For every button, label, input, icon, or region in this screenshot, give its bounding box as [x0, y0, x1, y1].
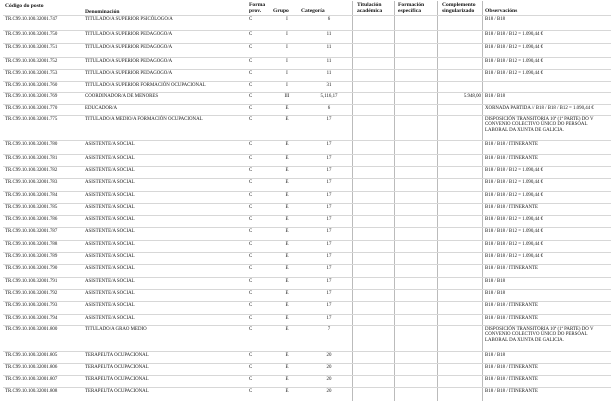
row-forma: C: [249, 193, 253, 198]
row-codigo: TR.C99.10.100.32001.769: [5, 94, 58, 99]
row-observacions: B18 / B18 / ITINERANTE: [485, 205, 538, 210]
header-forma: Forma prov.: [249, 2, 266, 15]
row-grupo: I: [286, 32, 288, 37]
row-separator: [3, 215, 611, 216]
row-denominacion: TERAPEUTA OCUPACIONAL: [85, 353, 149, 358]
table-row: [0, 303, 614, 313]
row-forma: C: [249, 254, 253, 259]
row-codigo: TR.C99.10.100.32001.770: [5, 106, 58, 111]
table-row: [0, 156, 614, 166]
row-categoria: 5,116,17: [320, 94, 338, 99]
row-codigo: TR.C99.10.100.32001.784: [5, 193, 58, 198]
row-observacions: B18 / B18: [485, 279, 506, 284]
row-observacions: DISPOSICIÓN TRANSITORIA 10ª (1ª PARTE) DO V CONVENIO COLECTIVO ÚNICO DO PERSOAL LABORAL DA XUNTA DE GALICIA.: [485, 327, 594, 343]
row-categoria: 17: [326, 266, 332, 271]
table-row: [0, 242, 614, 252]
row-observacions: B18 / B18 / B12 = 1.090,44 €: [485, 254, 544, 259]
row-categoria: 6: [327, 17, 331, 22]
row-grupo: E: [285, 316, 289, 321]
row-denominacion: TERAPEUTA OCUPACIONAL: [85, 365, 149, 370]
table-row: [0, 205, 614, 215]
row-forma: C: [249, 59, 253, 64]
row-denominacion: TITULADO/A SUPERIOR PEDAGOGO/A: [85, 32, 173, 37]
row-denominacion: TITULADO/A MEDIO/A FORMACIÓN OCUPACIONAL: [85, 117, 203, 122]
row-denominacion: EDUCADOR/A: [85, 106, 118, 111]
row-codigo: TR.C99.10.100.32001.791: [5, 279, 58, 284]
row-separator: [3, 203, 611, 204]
row-forma: C: [249, 117, 253, 122]
row-denominacion: TITULADO/A SUPERIOR PEDAGOGO/A: [85, 59, 173, 64]
row-codigo: TR.C99.10.100.32001.783: [5, 180, 58, 185]
row-codigo: TR.C99.10.100.32001.786: [5, 217, 58, 222]
table-row: [0, 32, 614, 42]
row-separator: [3, 387, 611, 388]
row-codigo: TR.C99.10.100.32001.780: [5, 142, 58, 147]
row-separator: [3, 351, 611, 352]
row-categoria: 20: [326, 353, 332, 358]
row-categoria: 17: [326, 180, 332, 185]
row-grupo: E: [285, 303, 289, 308]
row-forma: C: [249, 291, 253, 296]
table-row: [0, 94, 614, 104]
row-codigo: TR.C99.10.100.32001.792: [5, 291, 58, 296]
row-denominacion: COORDINADOR/A DE MENORES: [85, 94, 159, 99]
row-forma: C: [249, 266, 253, 271]
row-categoria: 17: [326, 142, 332, 147]
table-row: [0, 217, 614, 227]
row-grupo: I: [286, 17, 288, 22]
row-separator: [3, 301, 611, 302]
row-grupo: E: [285, 254, 289, 259]
row-codigo: TR.C99.10.100.32001.806: [5, 365, 58, 370]
row-forma: C: [249, 83, 253, 88]
row-forma: C: [249, 377, 253, 382]
row-forma: C: [249, 45, 253, 50]
row-separator: [3, 363, 611, 364]
row-separator: [3, 15, 611, 16]
row-separator: [3, 191, 611, 192]
row-categoria: 17: [326, 254, 332, 259]
row-grupo: I: [286, 83, 288, 88]
row-separator: [3, 81, 611, 82]
row-observacions: B18 / B18 / ITINERANTE: [485, 156, 538, 161]
row-forma: C: [249, 106, 253, 111]
row-codigo: TR.C99.10.100.32001.751: [5, 45, 58, 50]
row-grupo: E: [285, 229, 289, 234]
row-observacions: B18 / B18 / B12 = 1.090,44 €: [485, 59, 544, 64]
row-observacions: B18 / B18 / B12 = 1.090,44 €: [485, 242, 544, 247]
header-formacion: Formación específica: [398, 2, 425, 15]
table-row: [0, 229, 614, 239]
row-forma: C: [249, 94, 253, 99]
row-observacions: B18 / B18 / B12 = 1.090,44 €: [485, 45, 544, 50]
row-grupo: III: [284, 94, 290, 99]
row-categoria: 11: [326, 71, 332, 76]
row-separator: [3, 154, 611, 155]
row-forma: C: [249, 303, 253, 308]
row-forma: C: [249, 168, 253, 173]
row-observacions: B18 / B18 / B12 = 1.090,44 €: [485, 229, 544, 234]
header-complemento: Complemento singularizado: [442, 2, 476, 15]
row-categoria: 31: [326, 83, 332, 88]
row-separator: [3, 69, 611, 70]
header-grupo: Grupo: [273, 8, 289, 14]
table-row: [0, 377, 614, 387]
header-codigo: Código do posto: [5, 3, 44, 9]
row-codigo: TR.C99.10.100.32001.789: [5, 254, 58, 259]
row-separator: [3, 30, 611, 31]
row-categoria: 20: [326, 377, 332, 382]
row-denominacion: TITULADO/A SUPERIOR FORMACIÓN OCUPACIONAL: [85, 83, 206, 88]
row-denominacion: ASISTENTE/A SOCIAL: [85, 229, 135, 234]
row-observacions: B18 / B18 / ITINERANTE: [485, 365, 538, 370]
row-forma: C: [249, 365, 253, 370]
table-row: [0, 59, 614, 69]
row-forma: C: [249, 353, 253, 358]
header-categoria: Categoría: [301, 8, 325, 14]
row-grupo: I: [286, 45, 288, 50]
row-categoria: 20: [326, 365, 332, 370]
row-codigo: TR.C99.10.100.32001.790: [5, 266, 58, 271]
row-categoria: 17: [326, 217, 332, 222]
table-row: [0, 168, 614, 178]
row-grupo: E: [285, 106, 289, 111]
row-categoria: 17: [326, 156, 332, 161]
table-row: [0, 389, 614, 399]
row-grupo: I: [286, 59, 288, 64]
row-forma: C: [249, 32, 253, 37]
row-codigo: TR.C99.10.100.32001.753: [5, 71, 58, 76]
row-separator: [3, 314, 611, 315]
row-denominacion: ASISTENTE/A SOCIAL: [85, 180, 135, 185]
row-observacions: B18 / B18 / B12 = 1.090,44 €: [485, 168, 544, 173]
row-denominacion: ASISTENTE/A SOCIAL: [85, 205, 135, 210]
row-observacions: B18 / B18 / B12 = 1.090,44 €: [485, 32, 544, 37]
row-denominacion: TITULADO/A SUPERIOR PSICÓLOGO/A: [85, 17, 173, 22]
row-observacions: B18 / B18 / ITINERANTE: [485, 266, 538, 271]
row-forma: C: [249, 389, 253, 394]
table-row: [0, 279, 614, 289]
row-codigo: TR.C99.10.100.32001.787: [5, 229, 58, 234]
row-denominacion: ASISTENTE/A SOCIAL: [85, 193, 135, 198]
row-separator: [3, 43, 611, 44]
row-categoria: 17: [326, 205, 332, 210]
row-separator: [3, 252, 611, 253]
row-separator: [3, 178, 611, 179]
row-complemento: 5.948,00: [463, 94, 481, 99]
row-denominacion: ASISTENTE/A SOCIAL: [85, 291, 135, 296]
row-denominacion: TITULADO/A GRAO MEDIO: [85, 327, 147, 332]
table-row: [0, 45, 614, 55]
row-observacions: B18 / B18 / B12 = 1.090,44 €: [485, 71, 544, 76]
row-separator: [3, 166, 611, 167]
row-forma: C: [249, 316, 253, 321]
row-denominacion: ASISTENTE/A SOCIAL: [85, 316, 135, 321]
row-grupo: E: [285, 266, 289, 271]
row-codigo: TR.C99.10.100.32001.760: [5, 83, 58, 88]
row-codigo: TR.C99.10.100.32001.794: [5, 316, 58, 321]
row-categoria: 6: [327, 106, 331, 111]
header-observacions: Observacións: [485, 8, 518, 14]
row-grupo: E: [285, 365, 289, 370]
row-codigo: TR.C99.10.100.32001.808: [5, 389, 58, 394]
row-separator: [3, 140, 611, 141]
row-codigo: TR.C99.10.100.32001.805: [5, 353, 58, 358]
row-categoria: 11: [326, 59, 332, 64]
table-row: [0, 327, 614, 343]
row-forma: C: [249, 229, 253, 234]
row-grupo: E: [285, 377, 289, 382]
row-categoria: 7: [327, 327, 331, 332]
row-codigo: TR.C99.10.100.32001.793: [5, 303, 58, 308]
header-denominacion: Denominación: [85, 9, 120, 15]
row-forma: C: [249, 180, 253, 185]
table-row: [0, 180, 614, 190]
row-denominacion: ASISTENTE/A SOCIAL: [85, 217, 135, 222]
row-denominacion: TERAPEUTA OCUPACIONAL: [85, 377, 149, 382]
row-observacions: B18 / B18 / B12 = 1.090,44 €: [485, 217, 544, 222]
row-categoria: 17: [326, 291, 332, 296]
row-denominacion: ASISTENTE/A SOCIAL: [85, 242, 135, 247]
row-categoria: 17: [326, 168, 332, 173]
row-separator: [3, 115, 611, 116]
row-grupo: E: [285, 242, 289, 247]
row-forma: C: [249, 242, 253, 247]
row-forma: C: [249, 142, 253, 147]
row-denominacion: ASISTENTE/A SOCIAL: [85, 156, 135, 161]
row-observacions: B18 / B18: [485, 353, 506, 358]
table-row: [0, 117, 614, 133]
row-categoria: 17: [326, 303, 332, 308]
row-categoria: 20: [326, 389, 332, 394]
row-observacions: B18 / B18 / B12 = 1.090,44 €: [485, 180, 544, 185]
row-codigo: TR.C99.10.100.32001.775: [5, 117, 58, 122]
row-codigo: TR.C99.10.100.32001.781: [5, 156, 58, 161]
row-codigo: TR.C99.10.100.32001.807: [5, 377, 58, 382]
row-grupo: E: [285, 353, 289, 358]
row-forma: C: [249, 279, 253, 284]
table-row: [0, 365, 614, 375]
row-forma: C: [249, 17, 253, 22]
row-codigo: TR.C99.10.100.32001.750: [5, 32, 58, 37]
row-forma: C: [249, 327, 253, 332]
row-grupo: E: [285, 168, 289, 173]
row-grupo: E: [285, 389, 289, 394]
row-codigo: TR.C99.10.100.32001.752: [5, 59, 58, 64]
row-observacions: B18 / B18 / ITINERANTE: [485, 303, 538, 308]
row-forma: C: [249, 71, 253, 76]
row-observacions: B18 / B18 / B12 = 1.090,44 €: [485, 193, 544, 198]
row-categoria: 17: [326, 117, 332, 122]
row-denominacion: ASISTENTE/A SOCIAL: [85, 279, 135, 284]
row-grupo: E: [285, 279, 289, 284]
row-separator: [3, 277, 611, 278]
row-codigo: TR.C99.10.100.32001.747: [5, 17, 58, 22]
row-categoria: 11: [326, 32, 332, 37]
row-codigo: TR.C99.10.100.32001.782: [5, 168, 58, 173]
row-grupo: E: [285, 117, 289, 122]
row-denominacion: ASISTENTE/A SOCIAL: [85, 303, 135, 308]
row-denominacion: TERAPEUTA OCUPACIONAL: [85, 389, 149, 394]
table-row: [0, 254, 614, 264]
row-categoria: 11: [326, 45, 332, 50]
row-observacions: B18 / B18: [485, 291, 506, 296]
row-denominacion: ASISTENTE/A SOCIAL: [85, 254, 135, 259]
row-denominacion: ASISTENTE/A SOCIAL: [85, 168, 135, 173]
row-forma: C: [249, 217, 253, 222]
row-denominacion: TITULADO/A SUPERIOR PEDAGOGO/A: [85, 45, 173, 50]
row-codigo: TR.C99.10.100.32001.785: [5, 205, 58, 210]
table-row: [0, 71, 614, 81]
table-row: [0, 291, 614, 301]
table-row: [0, 17, 614, 27]
row-grupo: E: [285, 142, 289, 147]
row-observacions: B18 / B18: [485, 17, 506, 22]
row-separator: [3, 325, 611, 326]
row-separator: [3, 57, 611, 58]
row-codigo: TR.C99.10.100.32001.800: [5, 327, 58, 332]
row-grupo: E: [285, 327, 289, 332]
row-separator: [3, 92, 611, 93]
row-codigo: TR.C99.10.100.32001.788: [5, 242, 58, 247]
row-forma: C: [249, 156, 253, 161]
table-row: [0, 266, 614, 276]
row-grupo: E: [285, 156, 289, 161]
row-denominacion: ASISTENTE/A SOCIAL: [85, 266, 135, 271]
row-grupo: E: [285, 193, 289, 198]
row-categoria: 17: [326, 279, 332, 284]
row-observacions: B18 / B18 / ITINERANTE: [485, 389, 538, 394]
header-titulacion: Titulación académica: [357, 2, 383, 15]
row-denominacion: ASISTENTE/A SOCIAL: [85, 142, 135, 147]
row-separator: [3, 264, 611, 265]
row-categoria: 17: [326, 316, 332, 321]
row-observacions: DISPOSICIÓN TRANSITORIA 10ª (1ª PARTE) DO V CONVENIO COLECTIVO ÚNICO DO PERSOAL LABORAL DA XUNTA DE GALICIA.: [485, 117, 594, 133]
row-separator: [3, 289, 611, 290]
row-separator: [3, 240, 611, 241]
row-categoria: 17: [326, 242, 332, 247]
row-grupo: E: [285, 217, 289, 222]
row-grupo: I: [286, 71, 288, 76]
row-forma: C: [249, 205, 253, 210]
row-grupo: E: [285, 205, 289, 210]
row-categoria: 17: [326, 193, 332, 198]
row-separator: [3, 104, 611, 105]
row-denominacion: TITULADO/A SUPERIOR PEDAGOGO/A: [85, 71, 173, 76]
row-grupo: E: [285, 180, 289, 185]
table-row: [0, 193, 614, 203]
row-observacions: B18 / B18 / ITINERANTE: [485, 377, 538, 382]
row-observacions: XORNADA PARTIDA // B18 / B18 / B12 = 1.090,44 €: [485, 106, 594, 111]
row-observacions: B18 / B18 / ITINERANTE: [485, 142, 538, 147]
row-grupo: E: [285, 291, 289, 296]
table-row: [0, 353, 614, 363]
row-categoria: 17: [326, 229, 332, 234]
row-separator: [3, 227, 611, 228]
row-observacions: B18 / B18 / ITINERANTE: [485, 316, 538, 321]
row-separator: [3, 375, 611, 376]
table-row: [0, 142, 614, 152]
row-observacions: B18 / B18: [485, 94, 506, 99]
